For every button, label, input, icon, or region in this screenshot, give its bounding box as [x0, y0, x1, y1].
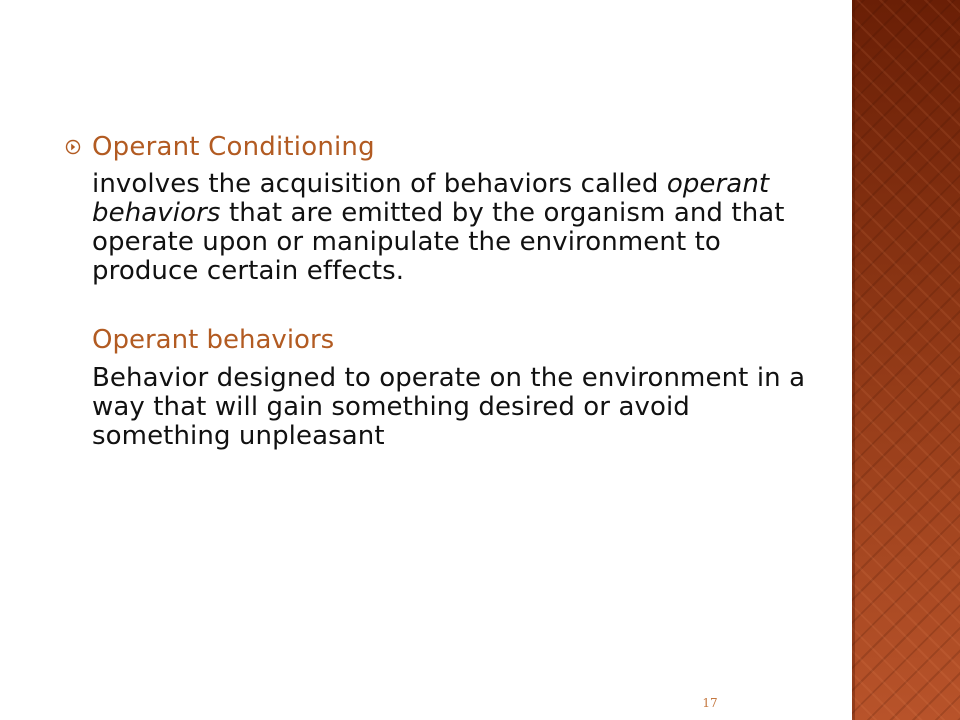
slide-content: [65, 128, 825, 451]
bullet-heading: Operant Conditioning: [92, 132, 375, 162]
definition-text-start: involves the acquisition of behaviors called: [92, 169, 667, 199]
side-panel-edge: [852, 0, 855, 720]
page-number: 17: [702, 696, 718, 710]
subheading: Operant behaviors: [92, 325, 335, 355]
subheading-description: Behavior designed to operate on the environment in a way that will gain something desired or avoid something unpleasant: [92, 363, 806, 451]
definition-text-end: that are emitted by the organism and that operate upon or manipulate the environment to produce certain effects.: [92, 198, 785, 286]
decorative-side-panel: [852, 0, 960, 720]
definition-emphasis: operant behaviors: [92, 169, 770, 228]
definition-paragraph: [92, 170, 825, 286]
circled-arrow-bullet-icon: [65, 139, 81, 155]
bullet-item: [65, 128, 825, 166]
